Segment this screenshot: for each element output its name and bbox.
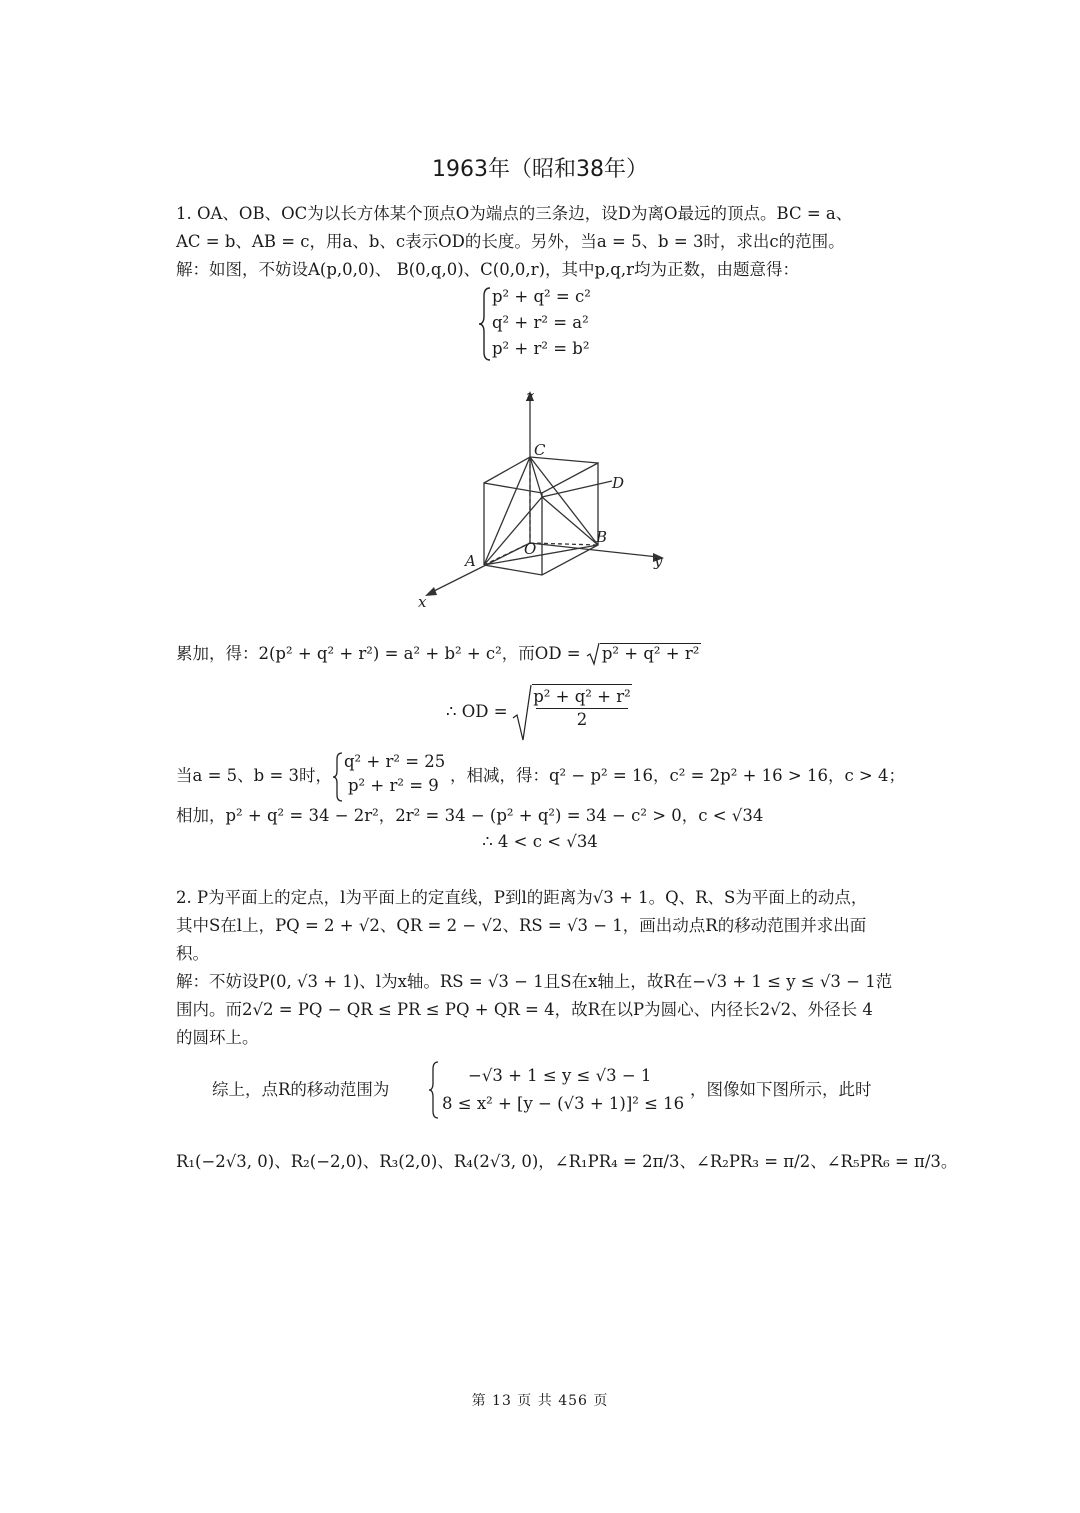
system-eq-2: q² + r² = a² <box>492 313 589 332</box>
summary-text-a: 综上，点R的移动范围为 <box>212 1080 390 1099</box>
sqrt-od <box>586 640 702 668</box>
final-line: R₁(−2√3, 0)、R₂(−2,0)、R₃(2,0)、R₄(2√3, 0)，∠R₁PR₄ = 2π/3、∠R₂PR₃ = π/2、∠R₅PR₆ = π/3。 <box>176 1152 958 1171</box>
case-eq-1: q² + r² = 25 <box>344 752 446 771</box>
conclusion-1: ∴ 4 < c < √34 <box>482 832 598 851</box>
problem1-line1: 1. OA、OB、OC为以长方体某个顶点O为端点的三条边，设D为离O最远的顶点。BC = a、 <box>176 204 853 223</box>
problem2-line1: 2. P为平面上的定点，l为平面上的定直线，P到l的距离为√3 + 1。Q、R、S为平面上的动点， <box>176 888 868 907</box>
label-B: B <box>596 528 608 546</box>
case-line <box>176 762 332 790</box>
problem2-line4: 解：不妨设P(0, √3 + 1)、l为x轴。RS = √3 − 1且S在x轴上，故R在−√3 + 1 ≤ y ≤ √3 − 1范 <box>176 972 893 991</box>
problem2-line2: 其中S在l上，PQ = 2 + √2、QR = 2 − √2、RS = √3 − 1，画出动点R的移动范围并求出面 <box>176 916 867 935</box>
od-fraction <box>532 684 632 729</box>
left-brace-icon <box>428 1060 440 1120</box>
od-denominator: 2 <box>536 708 628 729</box>
page-title: 1963年（昭和38年） <box>432 157 648 182</box>
case-text-b: ，相减，得：q² − p² = 16，c² = 2p² + 16 > 16，c > 4； <box>450 766 905 785</box>
left-brace-icon <box>332 751 344 803</box>
label-x: x <box>418 593 427 611</box>
big-radical-icon <box>512 684 532 742</box>
label-y: y <box>654 552 663 570</box>
summary-eq-2: 8 ≤ x² + [y − (√3 + 1)]² ≤ 16 <box>442 1094 685 1113</box>
page-footer: 第 13 页 共 456 页 <box>471 1393 609 1409</box>
label-A: A <box>465 552 476 570</box>
add-line: 相加，p² + q² = 34 − 2r²，2r² = 34 − (p² + q²) = 34 − c² > 0，c < √34 <box>176 806 764 825</box>
problem2-line6: 的圆环上。 <box>176 1028 259 1047</box>
label-C: C <box>534 441 546 459</box>
radical-icon <box>586 642 600 666</box>
problem2-line3: 积。 <box>176 944 209 963</box>
label-D: D <box>612 474 625 492</box>
problem2-line5: 围内。而2√2 = PQ − QR ≤ PR ≤ PQ + QR = 4，故R在以P为圆心、内径长2√2、外径长 4 <box>176 1000 873 1019</box>
od-prefix: ∴ OD = <box>446 702 508 721</box>
sum-text: 累加，得：2(p² + q² + r²) = a² + b² + c²，而OD = <box>176 644 586 663</box>
case-eq-2: p² + r² = 9 <box>348 776 439 795</box>
od-numerator: p² + q² + r² <box>533 687 631 706</box>
summary-eq-1: −√3 + 1 ≤ y ≤ √3 − 1 <box>468 1066 652 1085</box>
left-brace-icon <box>478 286 492 362</box>
summary-text-b: ，图像如下图所示，此时 <box>690 1080 872 1099</box>
system-eq-3: p² + r² = b² <box>492 339 590 358</box>
case-text-a: 当a = 5、b = 3时， <box>176 766 333 785</box>
problem1-line2: AC = b、AB = c，用a、b、c表示OD的长度。另外，当a = 5、b = 3时，求出c的范围。 <box>176 232 845 251</box>
label-z: z <box>526 387 534 405</box>
sum-line <box>176 640 701 668</box>
label-O: O <box>524 540 537 558</box>
sqrt-od-radicand: p² + q² + r² <box>601 644 700 663</box>
x-axis <box>430 543 530 593</box>
cuboid-figure <box>400 385 690 615</box>
problem1-line3: 解：如图，不妨设A(p,0,0)、 B(0,q,0)、C(0,0,r)，其中p,q,r均为正数，由题意得： <box>176 260 800 279</box>
system-eq-1: p² + q² = c² <box>492 287 591 306</box>
